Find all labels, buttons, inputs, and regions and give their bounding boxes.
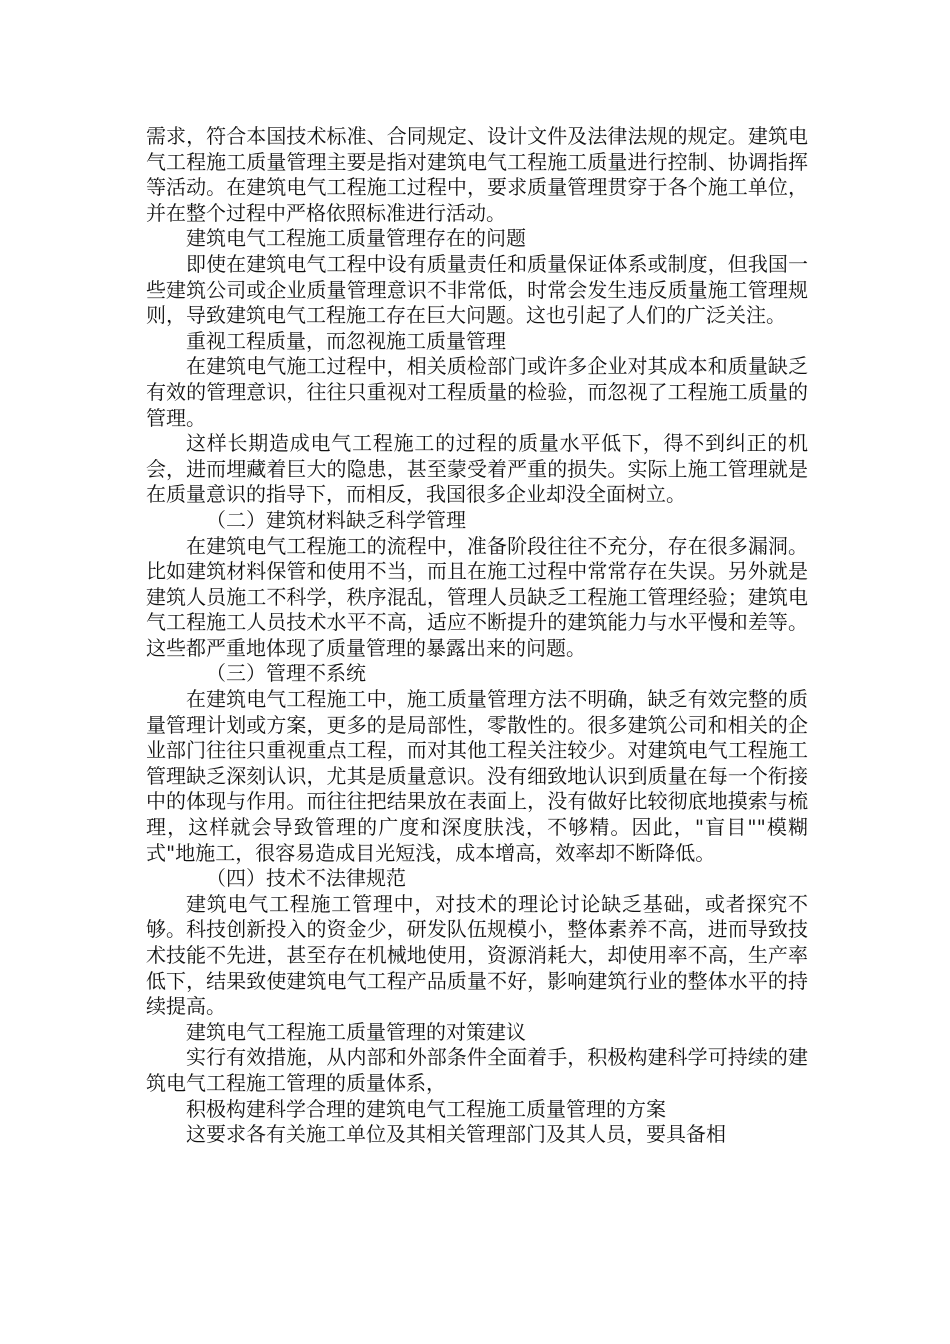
subsection-heading-two: （二）建筑材料缺乏科学管理 [206,507,466,532]
paragraph-intro: 需求，符合本国技术标准、合同规定、设计文件及法律法规的规定。建筑电气工程施工质量管理主要是指对建筑电气工程施工质量进行控制、协调指挥等活动。在建筑电气工程施工过程中，要求质量管理贯穿于各个施工单位，并在整个过程中严格依照标准进行活动。 [146,124,808,225]
paragraph-four: 建筑电气工程施工管理中，对技术的理论讨论缺乏基础，或者探究不够。科技创新投入的资金少，研发队伍规模小，整体素养不高，进而导致技术技能不先进，甚至存在机械地使用，资源消耗大，却使用率不高，生产率低下，结果致使建筑电气工程产品质量不好，影响建筑行业的整体水平的持续提高。 [146,891,808,1019]
paragraph-two: 在建筑电气工程施工的流程中，准备阶段往往不充分，存在很多漏洞。比如建筑材料保管和使用不当，而且在施工过程中常常存在失误。另外就是建筑人员施工不科学，秩序混乱，管理人员缺乏工程施工管理经验；建筑电气工程施工人员技术水平不高，适应不断提升的建筑能力与水平慢和差等。这些都严重地体现了质量管理的暴露出来的问题。 [146,533,808,660]
subsection-heading-one: 重视工程质量，而忽视施工质量管理 [186,328,506,353]
paragraph-three: 在建筑电气工程施工中，施工质量管理方法不明确，缺乏有效完整的质量管理计划或方案，更多的是局部性，零散性的。很多建筑公司和相关的企业部门往往只重视重点工程，而对其他工程关注较少。对建筑电气工程施工管理缺乏深刻认识，尤其是质量意识。没有细致地认识到质量在每一个衔接中的体现与作用。而往往把结果放在表面上，没有做好比较彻底地摸索与梳理，这样就会导致管理的广度和深度肤浅，不够精。因此，"盲目""模糊式"地施工，很容易造成目光短浅，成本增高，效率却不断降低。 [146,687,808,865]
paragraph-problems: 即使在建筑电气工程中设有质量责任和质量保证体系或制度，但我国一些建筑公司或企业质量管理意识不非常低，时常会发生违反质量施工管理规则，导致建筑电气工程施工存在巨大问题。这也引起了人们的广泛关注。 [146,251,808,328]
paragraph-one-b: 这样长期造成电气工程施工的过程的质量水平低下，得不到纠正的机会，进而埋藏着巨大的隐患，甚至蒙受着严重的损失。实际上施工管理就是在质量意识的指导下，而相反，我国很多企业却没全面树立。 [146,431,808,507]
paragraph-one-a: 在建筑电气施工过程中，相关质检部门或许多企业对其成本和质量缺乏有效的管理意识，往往只重视对工程质量的检验，而忽视了工程施工质量的管理。 [146,354,808,430]
paragraph-plan: 这要求各有关施工单位及其相关管理部门及其人员，要具备相 [186,1122,726,1147]
section-heading-measures: 建筑电气工程施工质量管理的对策建议 [186,1019,526,1044]
paragraph-measures: 实行有效措施，从内部和外部条件全面着手，积极构建科学可持续的建筑电气工程施工管理的质量体系， [146,1045,808,1095]
subsection-heading-four: （四）技术不法律规范 [206,866,406,891]
subsection-heading-three: （三）管理不系统 [206,661,366,686]
subsection-heading-plan: 积极构建科学合理的建筑电气工程施工质量管理的方案 [186,1096,666,1121]
document-body [146,124,808,1148]
section-heading-problems: 建筑电气工程施工质量管理存在的问题 [186,226,526,251]
